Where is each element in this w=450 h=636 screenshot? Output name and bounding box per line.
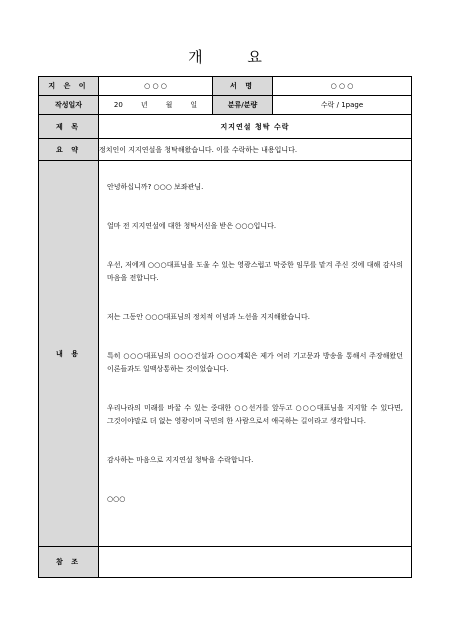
content-signature: ○○○ [107,495,126,503]
category-label: 분류/분량 [213,96,273,115]
summary-form-table [38,76,412,578]
content-paragraph: 얼마 전 지지연설에 대한 청탁서신을 받은 ○○○입니다. [107,222,277,230]
date-value [99,96,213,115]
content-paragraph: 특히 ○○○대표님의 ○○○건설과 ○○○계획은 제가 여러 기고문과 방송을 통해서 주장해왔던 이론들과도 일맥상통하는 것이었습니다. [107,352,403,373]
category-value: 수락 / 1page [273,96,412,115]
author-label: 지 은 이 [39,77,99,96]
summary-value: 정치인이 지지연설을 청탁해왔습니다. 이를 수락하는 내용입니다. [99,139,412,161]
date-day-unit: 일 [190,101,198,109]
date-label: 작성일자 [39,96,99,115]
content-label: 내 용 [39,161,99,547]
date-year: 20 [113,101,123,109]
content-paragraph: 감사하는 마음으로 지지연설 청탁을 수락합니다. [107,456,254,464]
subject-label: 제 목 [39,115,99,139]
content-paragraph: 우선, 저에게 ○○○대표님을 도울 수 있는 영광스럽고 막중한 임무를 맡겨 주신 것에 대해 감사의 마음을 전합니다. [107,261,403,282]
reference-value [99,547,412,578]
signature-label: 서 명 [213,77,273,96]
date-year-unit: 년 [140,101,148,109]
author-value: ○ ○ ○ [99,77,213,96]
summary-label: 요 약 [39,139,99,161]
date-month-unit: 월 [165,101,173,109]
content-paragraph: 저는 그동안 ○○○대표님의 정치적 이념과 노선을 지지해왔습니다. [107,313,310,321]
content-paragraph: 우리나라의 미래를 바꿀 수 있는 중대한 ○○선거를 앞두고 ○○○대표님을 지지할 수 있다면, 그것이야말로 더 없는 영광이며 국민의 한 사람으로서 애국하는 길이라고 생각합니다. [107,404,403,425]
reference-label: 참 조 [39,547,99,578]
content-body [99,161,412,547]
subject-value: 지지연설 청탁 수락 [99,115,412,139]
content-paragraph: 안녕하십니까? ○○○ 보좌관님. [107,183,204,191]
document-title: 개 요 [188,48,282,66]
signature-value: ○ ○ ○ [273,77,412,96]
